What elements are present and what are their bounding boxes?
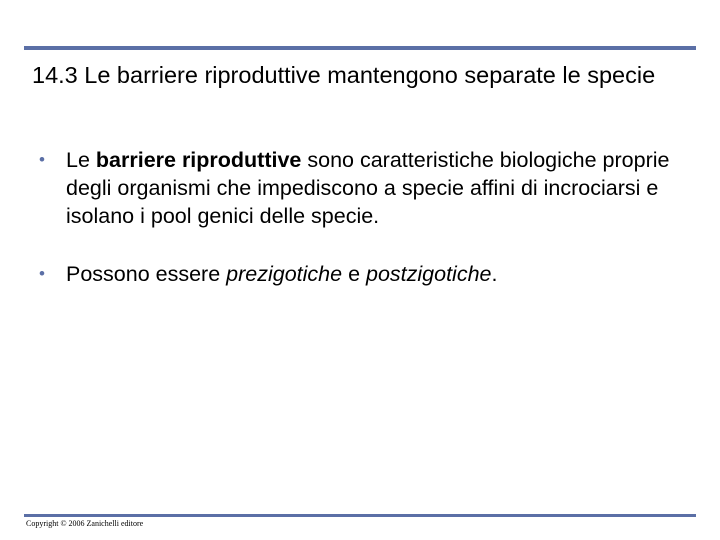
bullet-item-barriers xyxy=(30,146,690,230)
bullet-text-rest: sono caratteristiche biologiche proprie degli organismi che impediscono a specie affini di incrociarsi e isolano i pool genici delle specie. xyxy=(66,148,670,228)
bullet-marker: • xyxy=(39,150,45,169)
bullet-text-middle: e xyxy=(342,262,366,286)
title-rule xyxy=(24,46,696,50)
footer-rule xyxy=(24,514,696,517)
bullet-text-end: . xyxy=(491,262,498,286)
copyright-notice: Copyright © 2006 Zanichelli editore xyxy=(26,519,144,528)
bullet-text-lead: Possono essere xyxy=(66,262,227,286)
bullet-item-types xyxy=(30,260,690,288)
bullet-text-lead: Le xyxy=(66,148,96,172)
bullet-text-prezygotic: prezigotiche xyxy=(226,262,343,286)
slide-title: 14.3 Le barriere riproduttive mantengono separate le specie xyxy=(32,62,656,88)
bullet-marker: • xyxy=(39,264,45,283)
bullet-list xyxy=(30,146,690,288)
bullet-text-postzygotic: postzigotiche xyxy=(366,262,492,286)
bullet-text-bold-term: barriere riproduttive xyxy=(95,148,302,172)
